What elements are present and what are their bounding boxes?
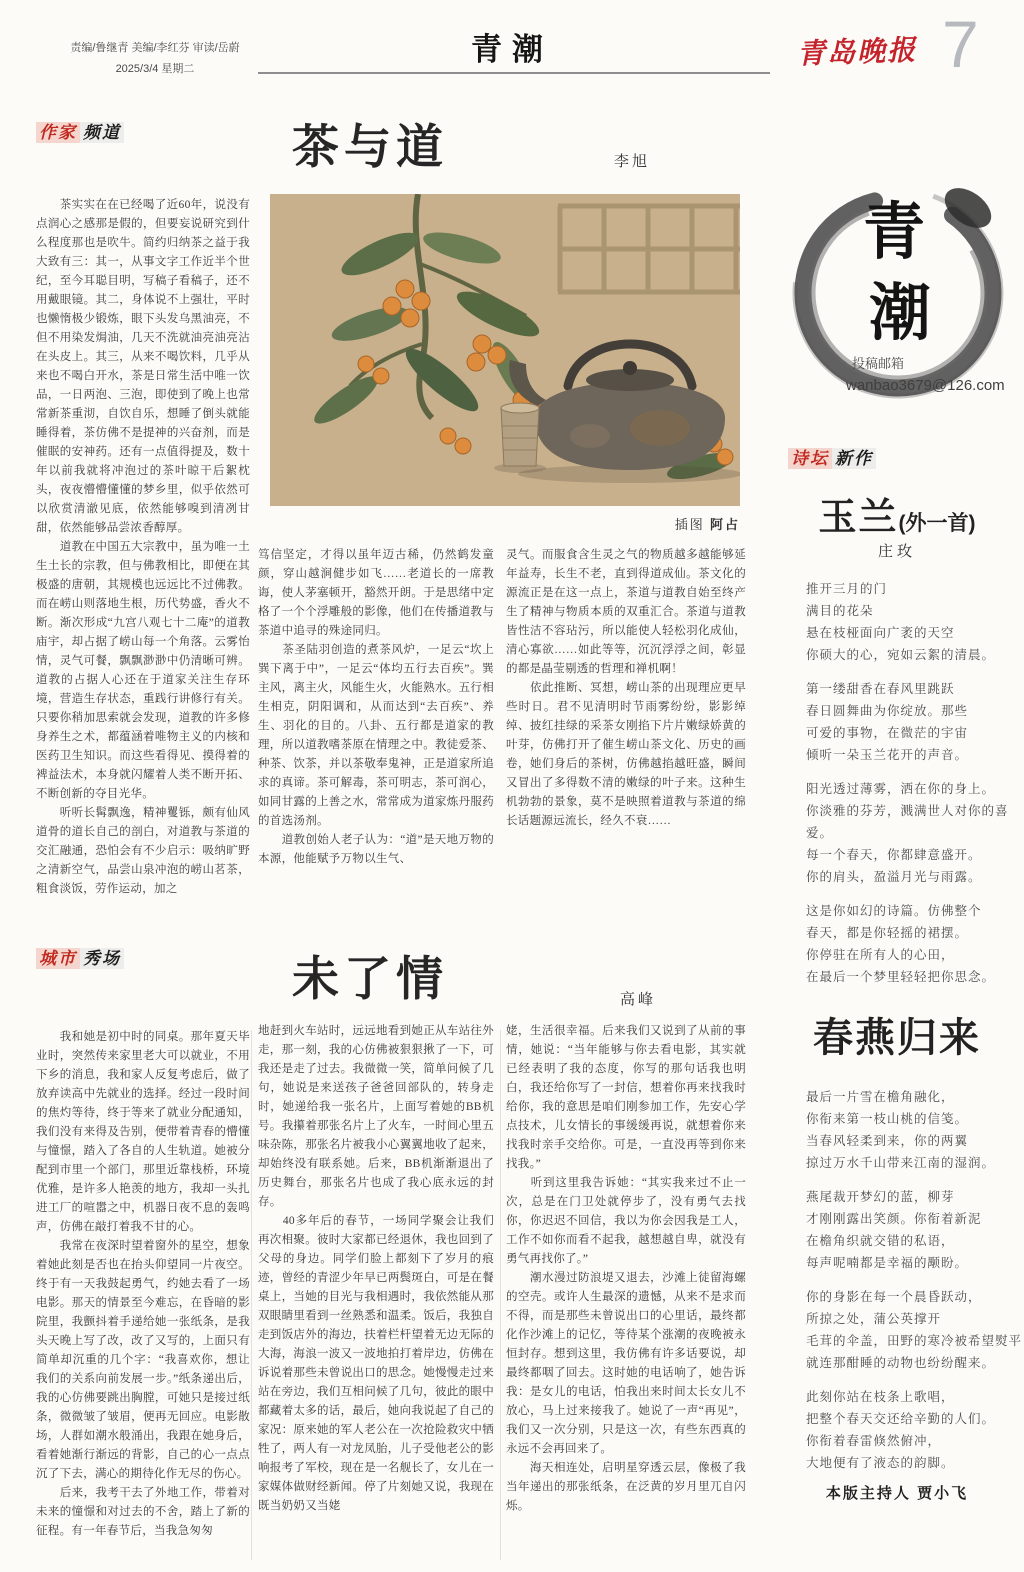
caption-label: 插图 (674, 517, 705, 532)
paragraph: 海天相连处，启明星穿透云层，像极了我当年递出的那张纸条，在泛黄的岁月里兀自闪烁。 (506, 1462, 746, 1512)
paragraph: 后来，我考干去了外地工作，带着对未来的憧憬和对过去的不舍，踏上了新的征程。有一年春节后，当我急匆匆 (36, 1487, 250, 1537)
tea-article-author: 李旭 (614, 153, 651, 170)
paragraph: 道教创始人老子认为：“道”是天地万物的本源，他能赋予万物以生气、 (258, 834, 494, 865)
poem-line: 你硕大的心，宛如云絮的清晨。 (806, 648, 996, 662)
poem-line: 把整个春天交还给辛勤的人们。 (806, 1412, 996, 1426)
poem-line: 满目的花朵 (806, 604, 874, 618)
poem-line: 你衔来第一枝山桃的信笺。 (806, 1112, 969, 1126)
illustration-caption (540, 514, 740, 533)
poem1-title-wrap (770, 486, 1024, 541)
poem-line: 阳光透过薄雾，洒在你的身上。 (806, 782, 996, 796)
date-line: 2025/3/4 星期二 (115, 63, 195, 75)
paragraph: 姥，生活很幸福。后来我们又说到了从前的事情，她说：“当年能够与你去看电影，其实就已经表明了我的态度，你写的那句话我也明白，我还给你写了一封信，想着你再来找我时给你，我的意思是咱们刚参加工作，先安心学点技术，儿女情长的事缓缓再说，就想着你来找我时亲手交给你。可是，一直没再等到你来找我。” (506, 1025, 746, 1170)
tea-illustration (270, 194, 740, 506)
poem-line: 你衔着春雷倏然俯冲， (806, 1434, 942, 1448)
poem-line (806, 1274, 1024, 1286)
paragraph: 茶圣陆羽创造的煮茶风炉，一足云“坎上巽下离于中”，一足云“体均五行去百疾”。巽主风，离主火，风能生火，火能熟水。五行相生相克，阴阳调和，从而达到“去百疾”、养生、羽化的目的。八卦、五行都是道家的教理，所以道教嗜茶原在情理之中。教徒爱茶、种茶、饮茶，并以茶敬奉鬼神，正是道家所追求的真谛。茶可解毒，茶可明志，茶可润心，如同甘露的上善之水，常常成为道家炼丹服药的首选汤剂。 (258, 644, 494, 827)
poem-line: 燕尾裁开梦幻的蓝，柳芽 (806, 1190, 955, 1204)
poem-line: 这是你如幻的诗篇。仿佛整个 (806, 904, 982, 918)
column-rule (251, 1030, 252, 1560)
love-article-title: 未了情 (292, 952, 448, 1005)
love-article-author: 高峰 (620, 991, 657, 1008)
poem-line: 倾听一朵玉兰花开的声音。 (806, 748, 969, 762)
poem-line: 悬在枝桠面向广袤的天空 (806, 626, 955, 640)
love-article-column-2 (258, 1022, 494, 1567)
poem-line: 掠过万水千山带来江南的湿润。 (806, 1156, 996, 1170)
tea-article-column-3 (506, 546, 746, 936)
poem-line: 你的肩头，盈溢月光与雨露。 (806, 870, 982, 884)
poem-line (806, 766, 1024, 778)
paragraph: 40多年后的春节，一场同学聚会让我们再次相聚。彼时大家都已经退休，我也回到了父母的身边。同学们脸上都刻下了岁月的痕迹，曾经的青涩少年早已两鬓斑白，可是在餐桌上，当她的目光与我相遇时，我依然能从那双眼睛里看到一丝熟悉和温柔。饭后，我独自走到饭店外的海边，扶着栏杆望着无边无际的大海，海浪一波又一波地拍打着岸边，仿佛在诉说着那些未曾说出口的思念。她慢慢走过来站在旁边，我们互相问候了几句，彼此的眼中都藏着太多的话，最后，她向我说起了自己的家况：原来她的军人老公在一次抢险救灾中牺牲了，两人有一对龙凤胎，儿子受他老公的影响报考了军校，现在是一名舰长了，女儿在一家媒体做财经新闻。停了片刻她又说，我现在既当奶奶又当姥 (258, 1215, 494, 1512)
paragraph: 依此推断、冥想，崂山茶的出现理应更早些时日。君不见清明时节雨雾纷纷，影影绰绰、披红挂绿的采茶女刚掐下片片嫩绿娇黄的叶芽，仿佛打开了催生崂山茶文化、历史的画卷，她们身后的茶树，仿佛越掐越旺盛，瞬间又冒出了多得数不清的嫩绿的叶子来。这种生机勃勃的景象，莫不是映照着道教与茶道的绵长话题源远流长，经久不衰…… (506, 682, 746, 827)
section-label-writer-channel (36, 118, 124, 143)
poem-line: 你停驻在所有人的心田， (806, 948, 955, 962)
page-number: 7 (942, 7, 979, 81)
column-rule (500, 1030, 501, 1560)
poem-line: 第一缕甜香在春风里跳跃 (806, 682, 955, 696)
paragraph: 听到这里我告诉她：“其实我来过不止一次，总是在门卫处就停步了，没有勇气去找你，你迟迟不回信，我以为你会因我是工人，工作不如你而看不起我，越想越自卑，就没有勇气再找你了。” (506, 1177, 746, 1265)
tea-article-column-1 (36, 196, 250, 934)
label-red-part: 作家 (36, 122, 80, 143)
poem1-subtitle: (外一首) (898, 512, 976, 535)
logo-char-qing: 青 (862, 199, 926, 267)
poem-line: 最后一片雪在檐角融化， (806, 1090, 955, 1104)
poem2-body (806, 1086, 1024, 1474)
tea-article-column-2 (258, 546, 494, 936)
poem-line: 此刻你站在枝条上歌唱， (806, 1390, 955, 1404)
poem2-title: 春燕归来 (813, 1016, 981, 1060)
poem-line: 才刚刚露出笑颜。你衔着新泥 (806, 1212, 982, 1226)
poem2-title-wrap (770, 1006, 1024, 1063)
poem-line: 你淡雅的芬芳，溅满世人对你的喜爱。 (806, 804, 1009, 840)
poem-line: 在檐角织就交错的私语， (806, 1234, 955, 1248)
header-rule (258, 72, 770, 74)
caption-author: 阿占 (709, 517, 740, 532)
poem-line (806, 1174, 1024, 1186)
paragraph: 我常在夜深时望着窗外的星空，想象着她此刻是否也在抬头仰望同一片夜空。终于有一天我鼓起勇气，约她去看了一场电影。那天的情景至今难忘，在昏暗的影院里，我颤抖着手递给她一张纸条，是我头天晚上写了改，改了又写的，上面只有简单却沉重的几个字：“我喜欢你，想让我们的关系向前发展一步。”纸条递出后，我的心仿佛要跳出胸膛，可她只是接过纸条，微微皱了皱眉，便再无回应。电影散场，人群如潮水般涌出，我跟在她身后，看着她渐行渐远的背影，自己的心一点点沉了下去，满心的期待化作无尽的伤心。 (36, 1240, 250, 1480)
poem-line: 你的身影在每一个晨昏跃动， (806, 1290, 982, 1304)
poem-line (806, 888, 1024, 900)
poem1-body (806, 578, 1024, 988)
label-black-part: 秀场 (80, 948, 124, 969)
mailbox-label: 投稿邮箱 (852, 356, 905, 371)
section-label-city-show (36, 944, 124, 969)
label-red-part: 城市 (36, 948, 80, 969)
paragraph: 茶实实在在已经喝了近60年，说没有点润心之感那是假的，但要妄说研究到什么程度那也是吹牛。简约归纳茶之益于我大致有三：其一，从事文字工作近半个世纪，至今耳聪目明，写稿子看稿子，还不用戴眼镜。其二，身体说不上强壮，平时也懒惰极少锻炼，眼下头发乌黑油亮，不但不用染发焗油，几天不洗就油亮油亮沾在头皮上。其三，从来不喝饮料，几乎从来也不喝白开水，茶是日常生活中唯一饮品，一日两泡、三泡，即使到了晚上也常常新茶重沏，自饮自乐，想睡了倒头就能睡得着，茶仿佛不是提神的兴奋剂，而是催眠的安神药。还有一点值得提及，数十年以前我就将冲泡过的茶叶晾干后絮枕头，夜夜懵懵懂懂的梦乡里，似乎依然可以欣赏清澈见底，依然能够嗅到清冽甘甜，依然能够品尝浓香醇厚。 (36, 199, 250, 534)
love-article-column-3 (506, 1022, 746, 1567)
paragraph: 笃信坚定，才得以虽年迈古稀，仍然鹤发童颜，穿山越涧健步如飞……老道长的一席教诲，使人茅塞顿开，豁然开朗。于是思绪中定格了一个个浮雕般的影像，他们在传播道教与茶道中追寻的殊途同归。 (258, 549, 494, 637)
label-black-part: 频道 (80, 122, 124, 143)
editors-line: 责编/鲁继青 美编/李红芬 审读/岳蔚 (70, 42, 240, 54)
qingchao-logo (782, 138, 1014, 438)
label-black-part: 新作 (832, 448, 876, 469)
poem1-title: 玉兰 (818, 497, 899, 539)
paragraph: 道教在中国五大宗教中，虽为唯一土生土长的宗教，但与佛教相比，即便在其极盛的唐朝，其规模也远远比不过佛教。而在崂山则落地生根，历代势盛，香火不断。渐次形成“九宫八观七十二庵”的道教庙宇，却占据了崂山每一个角落。云雾怡情，灵气可餐，飘飘渺渺中仍清晰可辨。道教的占据人心还在于道家关注生存环境，营造生存状态，重践行讲修行有关。只要你稍加思索就会发现，道教的许多修身养生之术，都蕴涵着唯物主义的内核和医药卫生知识。而这些看得见、摸得着的裨益法术，本身就闪耀着人类不断开拓、不断创新的夺目光华。 (36, 541, 250, 800)
paragraph: 地赶到火车站时，远远地看到她正从车站往外走，那一刻，我的心仿佛被狠狠揪了一下，可我还是走了过去。我微微一笑，简单问候了几句，她说是来送孩子爸爸回部队的，转身走时，她递给我一张名片，上面写着她的BB机号。我攥着那张名片上了火车，一时间心里五味杂陈，那张名片被我小心翼翼地收了起来，却始终没有联系她。后来，BB机渐渐退出了历史舞台，那张名片也成了我心底永远的封存。 (258, 1025, 494, 1208)
poem-line: 当春风轻柔到来，你的两翼 (806, 1134, 969, 1148)
poem-line: 每一个春天，你都肆意盛开。 (806, 848, 982, 862)
paragraph: 我和她是初中时的同桌。那年夏天毕业时，突然传来家里老大可以就业，不用下乡的消息，我和家人反复考虑后，做了放弃读高中先就业的选择。经过一段时间的焦灼等待，终于等来了就业分配通知，我们没有来得及告别，便带着青春的懵懂与憧憬，踏入了各自的人生轨道。她被分配到市里一个部门，那里近靠栈桥，环境优雅，是许多人艳羡的地方，我却一头扎进工厂的喧嚣之中，机器日夜不息的轰鸣声，仿佛在敲打着我不甘的心。 (36, 1031, 250, 1233)
paragraph: 听听长髯飘逸，精神矍铄，颇有仙风道骨的道长自己的剖白，对道教与茶道的交汇融通，恐怕会有不少启示：吸纳旷野之清新空气，品尝山泉冲泡的崂山茗茶，粗食淡饭，劳作运动，加之 (36, 807, 250, 895)
page-section-title: 青潮 (471, 32, 553, 67)
poem-line: 春日圆舞曲为你绽放。那些 (806, 704, 969, 718)
submission-email: wanbao3679@126.com (846, 377, 1005, 394)
poem-line: 所掠之处，蒲公英撑开 (806, 1312, 942, 1326)
poem-line: 每声呢喃都是幸福的颙盼。 (806, 1256, 969, 1270)
logo-char-chao: 潮 (868, 280, 932, 348)
paragraph: 灵气。而服食含生灵之气的物质越多越能够延年益寿，长生不老，直到得道成仙。茶文化的源流正是在这一点上，茶道与道教自始至终产生了精神与物质本质的双重汇合。茶道与道教皆性洁不容玷污，所以能使人轻松羽化成仙，清心寡欲……如此等等，沉沉浮浮之间，彰显的都是晶莹剔透的哲理和禅机啊！ (506, 549, 746, 675)
label-red-part: 诗坛 (788, 448, 832, 469)
poem-line: 春天，都是你轻摇的裙摆。 (806, 926, 969, 940)
paragraph: 潮水漫过防浪堤又退去，沙滩上徒留海螺的空壳。或许人生最深的遗憾，从来不是求而不得，而是那些未曾说出口的心里话，最终都化作沙滩上的记忆，等待某个涨潮的夜晚被永恒封存。想到这里，我仿佛有许多话要说，却最终都咽了回去。这时她的电话响了，她告诉我：是女儿的电话，怕我出来时间太长女儿不放心，马上过来接我了。她说了一声“再见”，我们又一次分别，只是这一次，有些东西真的永远不会再回来了。 (506, 1272, 746, 1455)
newspaper-masthead: 青岛晚报 (796, 35, 918, 71)
tea-article-title: 茶与道 (292, 120, 448, 173)
poem-line: 大地便有了液态的韵脚。 (806, 1456, 955, 1470)
poem1-author: 庄玫 (877, 544, 916, 560)
poem-line: 在最后一个梦里轻轻把你思念。 (806, 970, 996, 984)
poem-line: 毛茸的伞盖，田野的寒冷被希望熨平 (806, 1334, 1023, 1348)
poem-line: 就连那酣睡的动物也纷纷醒来。 (806, 1356, 996, 1370)
love-article-column-1 (36, 1028, 250, 1566)
poem-line: 可爱的事物，在微茫的宇宙 (806, 726, 969, 740)
editors-block (30, 38, 280, 80)
poem-line: 推开三月的门 (806, 582, 888, 596)
poem-line (806, 1374, 1024, 1386)
section-label-poetry-new (788, 444, 876, 469)
page-host-line: 本版主持人 贾小飞 (825, 1485, 969, 1502)
poem-line (806, 666, 1024, 678)
